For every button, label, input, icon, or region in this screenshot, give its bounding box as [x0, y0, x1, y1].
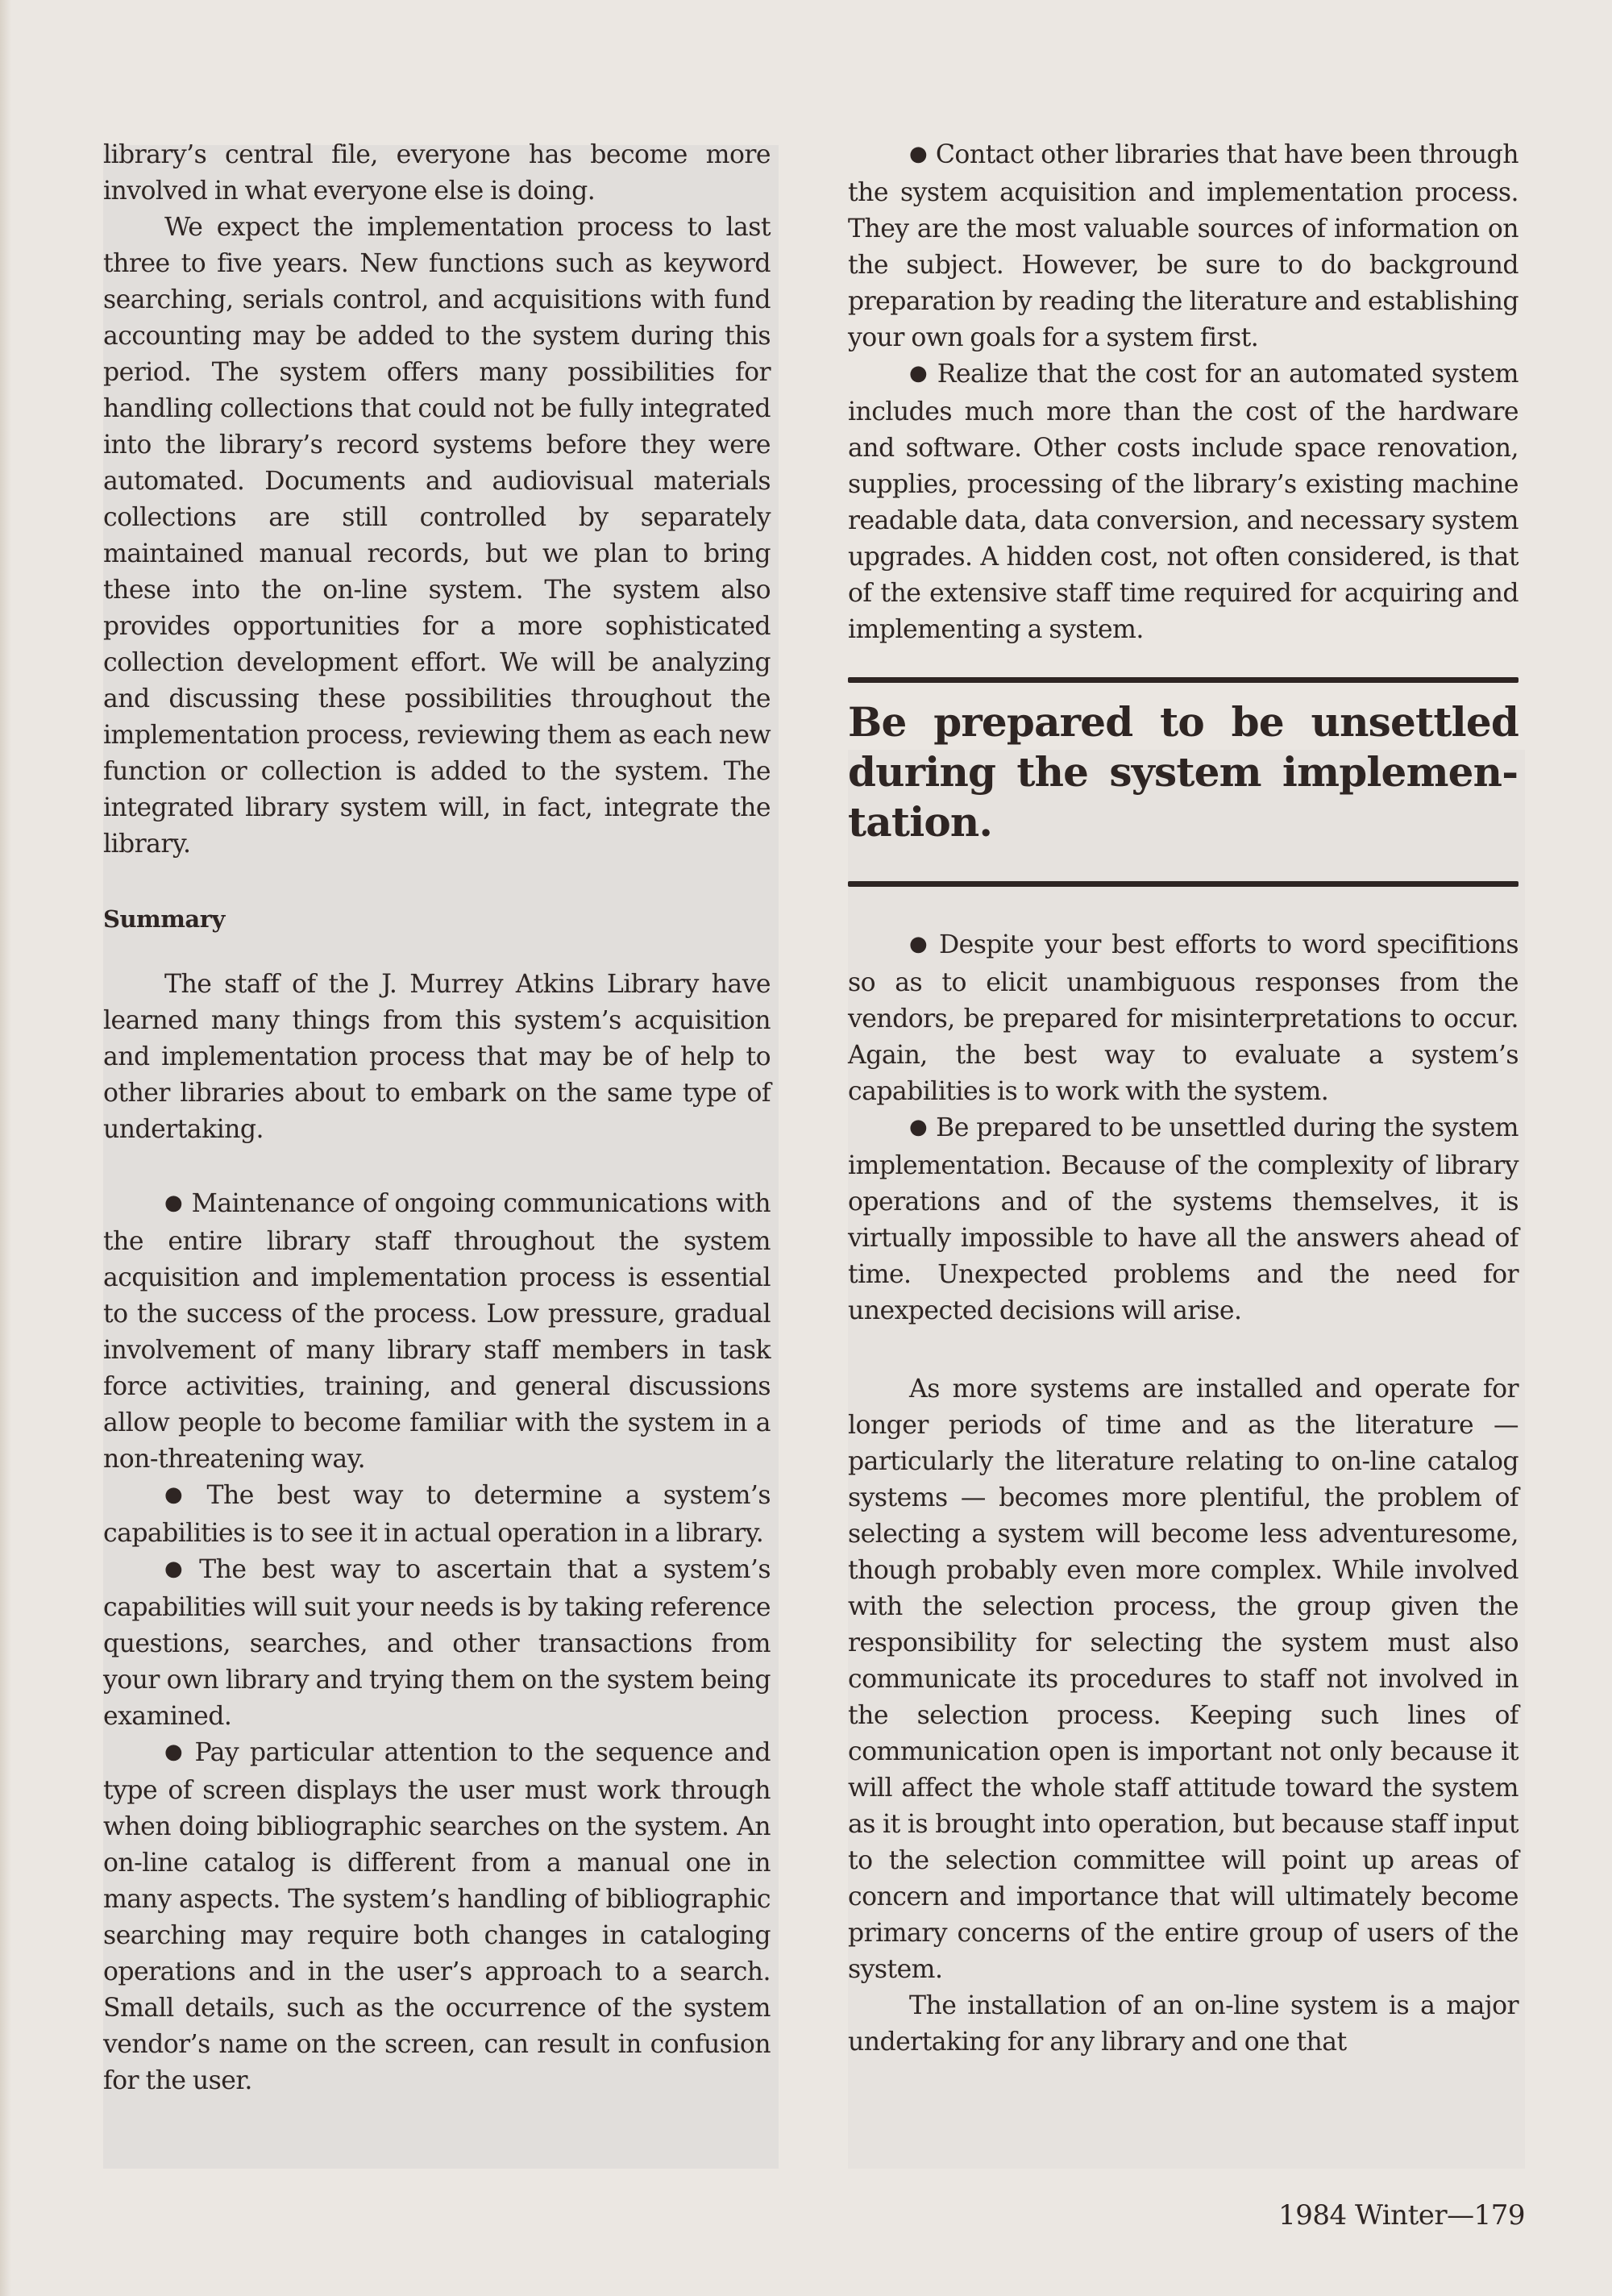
bullet-item [103, 1186, 771, 1478]
bullet-text: The best way to ascertain that a system’s capabilities will suit your needs is by taking reference questions, searches, and other transactions from your own library and trying them on the system being examined. [103, 1555, 771, 1731]
bullet-icon: ● [164, 1191, 184, 1215]
bullet-text: Realize that the cost for an automated system includes much more than the cost of the hardware and software. Other costs include space renovation, supplies, processing of the library’s existing machine readable data, data conversion, and necessary system upgrades. A hidden cost, not often considered, is that of the extensive staff time required for acquiring and implementing a system. [848, 360, 1519, 644]
bullet-icon: ● [909, 142, 928, 166]
bullet-text: The best way to determine a system’s capabilities is to see it in actual operation in a library. [103, 1481, 771, 1548]
spacer [103, 1148, 771, 1184]
bullet-icon: ● [909, 932, 931, 956]
page-edge-shadow [0, 0, 11, 2296]
bullet-item [848, 927, 1519, 1110]
pull-quote-rule-top [848, 677, 1519, 683]
bullet-icon: ● [164, 1557, 192, 1581]
spacer [103, 863, 771, 901]
pull-quote: Be prepared to be unsettled during the system implementation. [848, 698, 1519, 846]
bullet-text: Despite your best efforts to word specifitions so as to elicit unambiguous responses from the vendors, be prepared for misinterpretations to occur. Again, the best way to evaluate a system’s capabilities is to work with the system. [848, 930, 1519, 1106]
bullet-item [848, 356, 1519, 648]
spacer [848, 1329, 1519, 1371]
bullet-item [848, 137, 1519, 356]
pull-quote-rule-bottom [848, 881, 1519, 887]
bullet-item [103, 1735, 771, 2099]
bullet-icon: ● [909, 1115, 929, 1139]
right-column [848, 137, 1519, 2061]
body-paragraph: library’s central file, everyone has become more involved in what everyone else is doing. [103, 140, 771, 206]
bullet-text: Pay particular attention to the sequence and type of screen displays the user must work through when doing bibliographic searches on the system. An on-line catalog is different from a manual one in many aspects. The system’s handling of bibliographic searching may require both changes in cataloging operations and in the user’s approach to a search. Small details, such as the occurrence of the system vendor’s name on the screen, can result in confusion for the user. [103, 1738, 771, 2095]
body-paragraph: As more systems are installed and operate for longer periods of time and as the literature — particularly the literature relating to on-line catalog systems — becomes more plentiful, the problem of selecting a system will become less adventuresome, though probably even more complex. While involved with the selection process, the group given the responsibility for selecting the system must also communicate its procedures to staff not involved in the selection process. Keeping such lines of communication open is important not only because it will affect the whole staff attitude toward the system as it is brought into operation, but because staff input to the selection committee will point up areas of concern and importance that will ultimately become primary concerns of the entire group of users of the system. [848, 1375, 1519, 1984]
summary-intro: The staff of the J. Murrey Atkins Library have learned many things from this system’s acquisition and implementation process that may be of help to other libraries about to embark on the same type of undertaking. [103, 970, 771, 1144]
spacer [848, 648, 1519, 677]
bullet-icon: ● [164, 1483, 199, 1507]
page-folio: 1984 Winter—179 [1278, 2199, 1525, 2232]
bullet-text: Be prepared to be unsettled during the system implementation. Because of the complexity of library operations and of the systems themselves, it is virtually impossible to have all the answers ahead of time. Unexpected problems and the need for unexpected decisions will arise. [848, 1113, 1519, 1325]
bullet-item [103, 1478, 771, 1552]
bullet-text: Contact other libraries that have been through the system acquisition and implementation process. They are the most valuable sources of information on the subject. However, be sure to do background preparation by reading the literature and establishing your own goals for a system first. [848, 140, 1519, 352]
left-column [103, 137, 771, 2099]
body-paragraph: We expect the implementation process to last three to five years. New functions such as keyword searching, serials control, and acquisitions with fund accounting may be added to the system during this period. The system offers many possibilities for handling collections that could not be fully integrated into the library’s record systems before they were automated. Documents and audiovisual materials collections are still controlled by separately maintained manual records, but we plan to bring these into the on-line system. The system also provides opportunities for a more sophisticated collection development effort. We will be analyzing and discussing these possibilities throughout the implementation process, reviewing them as each new function or collection is added to the system. The integrated library system will, in fact, integrate the library. [103, 213, 771, 859]
spacer [848, 887, 1519, 927]
bullet-item [848, 1110, 1519, 1329]
bullet-icon: ● [909, 361, 929, 385]
bullet-icon: ● [164, 1740, 187, 1764]
bullet-item [103, 1552, 771, 1735]
body-paragraph: The installation of an on-line system is a major undertaking for any library and one that [848, 1991, 1519, 2057]
section-heading-summary: Summary [103, 905, 225, 933]
bullet-text: Maintenance of ongoing communications with the entire library staff throughout the system acquisition and implementation process is essential to the success of the process. Low pressure, gradual involvement of many library staff members in task force activities, training, and general discussions allow people to become familiar with the system in a non-threatening way. [103, 1189, 771, 1474]
